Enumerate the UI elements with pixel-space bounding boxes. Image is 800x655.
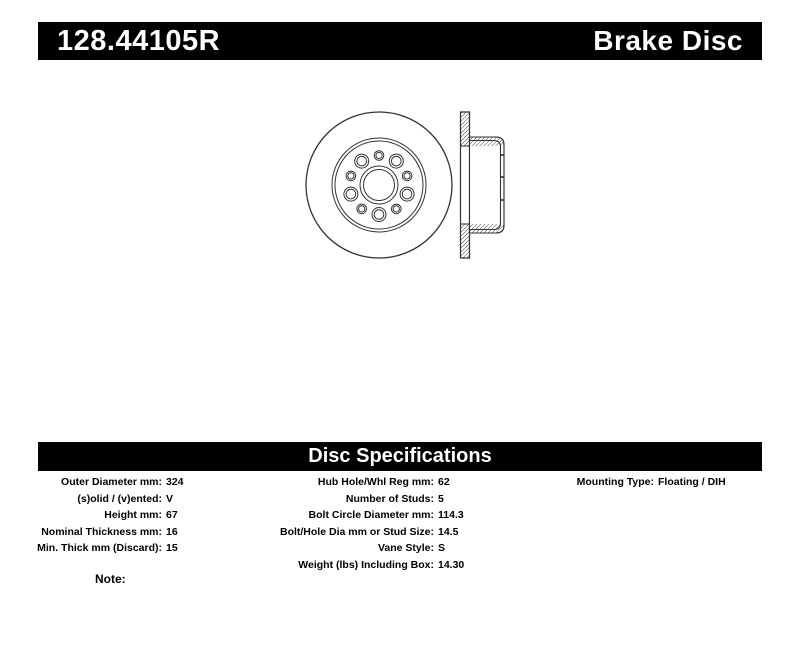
spec-row (278, 557, 464, 574)
spec-label: Min. Thick mm (Discard): (37, 542, 162, 555)
brake-disc-front-view (306, 112, 452, 258)
spec-row (278, 507, 464, 524)
spec-section-header (38, 442, 762, 471)
spec-section-title: Disc Specifications (308, 445, 492, 467)
spec-row (278, 524, 464, 541)
part-number: 128.44105R (57, 24, 221, 57)
friction-ring-hatch-bottom (461, 224, 470, 258)
spec-label: Weight (lbs) Including Box: (298, 558, 434, 571)
spec-label: Hub Hole/Whl Reg mm: (317, 476, 434, 488)
spec-label: Bolt Circle Diameter mm: (308, 509, 434, 522)
spec-label: Bolt/Hole Dia mm or Stud Size: (279, 525, 434, 538)
spec-row (278, 540, 464, 557)
note-label: Note: (95, 572, 126, 586)
spec-row (278, 474, 464, 491)
spec-value: 114.3 (438, 509, 464, 522)
disc-outer-edge (306, 112, 452, 258)
spec-value: 5 (438, 492, 444, 505)
spec-row (38, 540, 184, 557)
spec-label: Height mm: (104, 509, 162, 522)
spec-column-left (38, 474, 184, 557)
spec-label: Mounting Type: (576, 476, 654, 488)
spec-row (38, 524, 184, 541)
spec-row (538, 474, 726, 491)
hat-outline (470, 137, 505, 233)
product-type-title: Brake Disc (593, 25, 743, 56)
spec-label: Vane Style: (377, 542, 434, 555)
brake-disc-technical-drawing (283, 93, 517, 275)
spec-value: 14.30 (438, 558, 465, 571)
spec-row (278, 491, 464, 508)
spec-column-right (538, 474, 726, 491)
spec-label: (s)olid / (v)ented: (77, 492, 162, 505)
spec-label: Outer Diameter mm: (61, 476, 162, 488)
spec-label: Nominal Thickness mm: (41, 525, 162, 538)
spec-value: 62 (438, 476, 450, 488)
spec-column-middle (278, 474, 464, 574)
spec-value: Floating / DIH (658, 476, 726, 488)
hub-hole-outer (360, 166, 398, 204)
spec-value: 14.5 (438, 525, 459, 538)
title-bar (38, 22, 762, 60)
spec-value: 16 (166, 525, 178, 538)
spec-row (38, 491, 184, 508)
friction-ring-hatch-top (461, 112, 470, 146)
brake-disc-cross-section (461, 112, 505, 258)
spec-row (38, 474, 184, 491)
spec-label: Number of Studs: (345, 492, 434, 505)
hub-hole-inner (364, 170, 395, 201)
stud-holes (344, 154, 414, 221)
spec-value: S (438, 542, 446, 555)
spec-value: 324 (166, 476, 184, 488)
spec-row (38, 507, 184, 524)
spec-value: V (166, 492, 174, 505)
spec-value: 67 (166, 509, 178, 522)
spec-value: 15 (166, 542, 178, 555)
hat-inner-ring (335, 141, 423, 229)
